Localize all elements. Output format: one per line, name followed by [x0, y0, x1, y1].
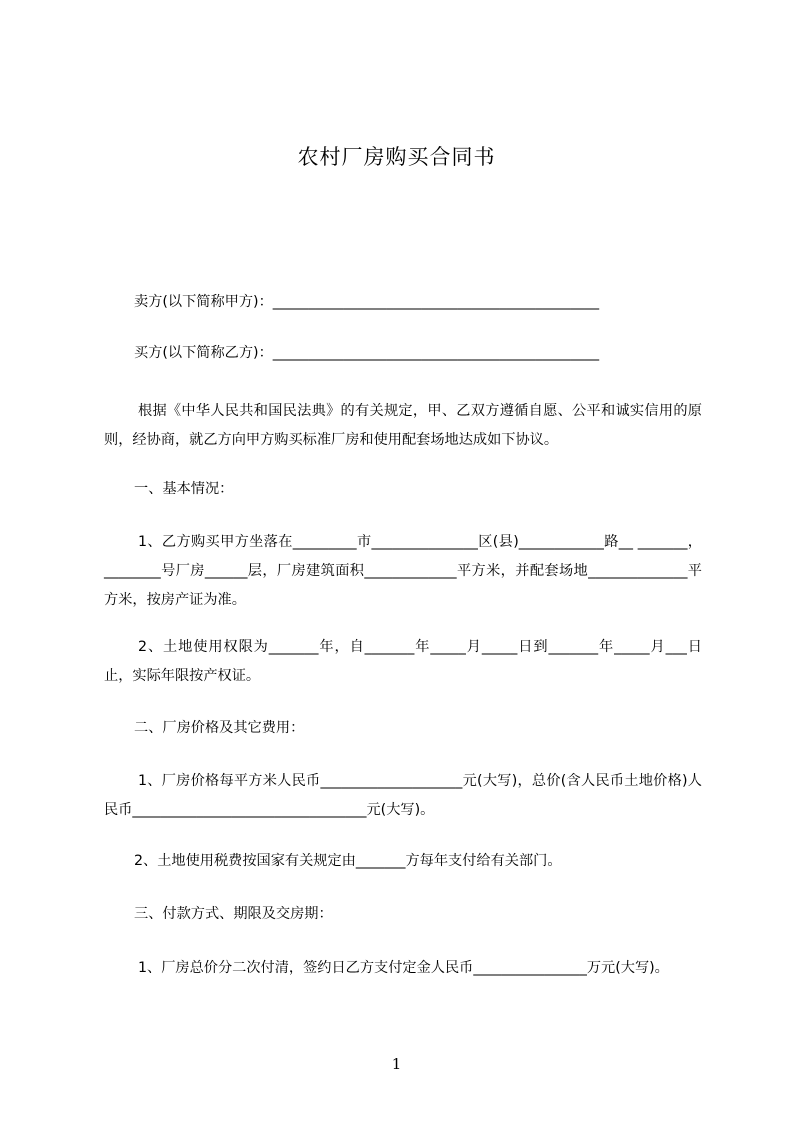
- preamble-paragraph: 根据《中华人民共和国民法典》的有关规定，甲、乙双方遵循自愿、公平和诚实信用的原则，经协商，就乙方向甲方购买标准厂房和使用配套场地达成如下协议。: [104, 403, 702, 448]
- section-1-heading: 一、基本情况：: [134, 481, 234, 497]
- section-2-item-2: 2、土地使用税费按国家有关规定由_______方每年支付给有关部门。: [134, 853, 562, 869]
- buyer-line: 买方(以下简称乙方)：______________________________________________: [134, 345, 600, 361]
- section-1-item-2: 2、土地使用权限为_______年，自_______年_____月_____日到_______年_____月___日止，实际年限按产权证。: [104, 639, 702, 684]
- section-1-item-1: 1、乙方购买甲方坐落在_________市_______________区(县)____________路__ _______，________号厂房______层，厂房建筑面积_____________平方米，并配套场地______________平方米，按房产证为准。: [104, 534, 702, 608]
- seller-line: 卖方(以下简称甲方)：______________________________________________: [134, 294, 600, 310]
- page-number: 1: [391, 1055, 402, 1073]
- section-3-heading: 三、付款方式、期限及交房期：: [134, 906, 333, 922]
- section-3-item-1: 1、厂房总价分二次付清，签约日乙方支付定金人民币________________万元(大写)。: [138, 960, 669, 976]
- section-2-heading: 二、厂房价格及其它费用：: [134, 720, 305, 736]
- section-2-item-1: 1、厂房价格每平方米人民币____________________元(大写)，总价(含人民币土地价格)人民币_________________________________元(大写)。: [104, 773, 702, 818]
- document-title: 农村厂房购买合同书: [297, 145, 496, 169]
